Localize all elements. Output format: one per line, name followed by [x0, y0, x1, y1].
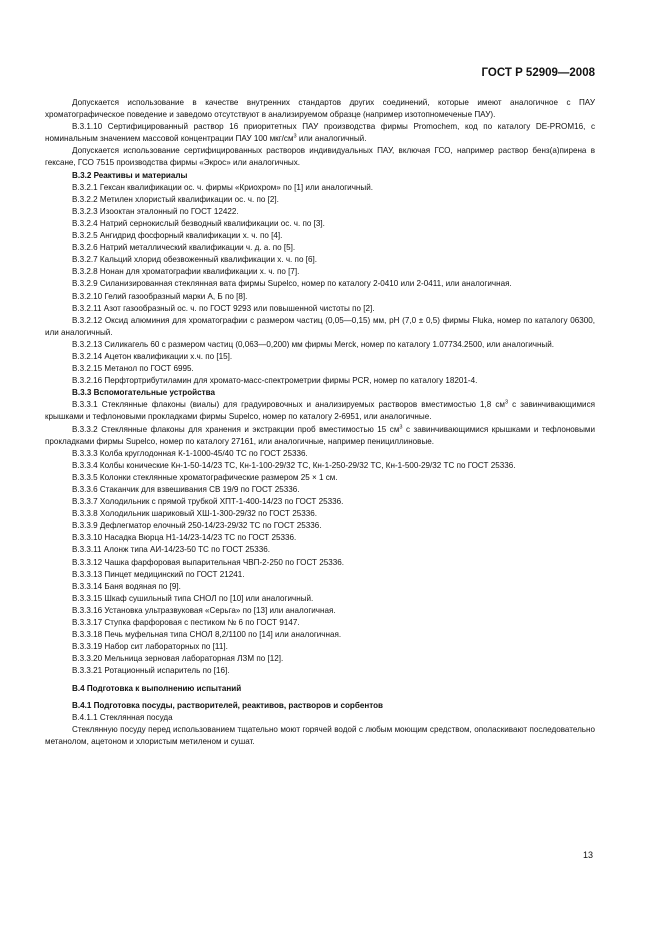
- paragraph: [45, 641, 595, 653]
- paragraph-text: В.3.3.19 Набор сит лабораторных по [11].: [72, 642, 228, 652]
- paragraph-text: В.3.2.14 Ацетон квалификации х.ч. по [15].: [72, 351, 233, 361]
- paragraph-text: В.3.2 Реактивы и материалы: [72, 170, 188, 180]
- paragraph: [45, 206, 595, 218]
- paragraph: [45, 605, 595, 617]
- paragraph: [45, 291, 595, 303]
- paragraph-text: В.3.2.7 Кальций хлорид обезвоженный квалификации х. ч. по [6].: [72, 255, 317, 265]
- paragraph-text: В.3.1.10 Сертифицированный раствор 16 приоритетных ПАУ производства фирмы Promochem, код по каталогу DE-PROM16, с номинальным значением массовой концентрации ПАУ 100 мкг/см: [45, 122, 595, 144]
- paragraph-text: В.4.1 Подготовка посуды, растворителей, реактивов, растворов и сорбентов: [72, 700, 383, 710]
- paragraph-text: В.3.3.17 Ступка фарфоровая с пестиком № 6 по ГОСТ 9147.: [72, 618, 300, 628]
- paragraph-text: В.3.2.4 Натрий сернокислый безводный квалификации ос. ч. по [3].: [72, 218, 325, 228]
- paragraph-text: В.3.2.8 Нонан для хроматографии квалификации х. ч. по [7].: [72, 267, 300, 277]
- paragraph-text: В.3.3.13 Пинцет медицинский по ГОСТ 21241.: [72, 569, 245, 579]
- paragraph-text: В.3.3.8 Холодильник шариковый ХШ-1-300-29/32 по ГОСТ 25336.: [72, 509, 317, 519]
- paragraph: [45, 544, 595, 556]
- paragraph: [45, 496, 595, 508]
- paragraph: [45, 254, 595, 266]
- paragraph-text: В.3.2.6 Натрий металлический квалификации ч. д. а. по [5].: [72, 243, 296, 253]
- paragraph: [45, 448, 595, 460]
- paragraph-text: В.3.2.5 Ангидрид фосфорный квалификации х. ч. по [4].: [72, 231, 283, 241]
- paragraph-text: В.3.3.20 Мельница зерновая лабораторная ЛЗМ по [12].: [72, 654, 284, 664]
- paragraph: [45, 266, 595, 278]
- paragraph: [45, 724, 595, 748]
- paragraph-text: В.3.2.1 Гексан квалификации ос. ч. фирмы «Криохром» по [1] или аналогичный.: [72, 182, 373, 192]
- paragraph-text: В.3.3.12 Чашка фарфоровая выпарительная ЧВП-2-250 по ГОСТ 25336.: [72, 557, 344, 567]
- paragraph: [45, 339, 595, 351]
- section-heading: [45, 683, 595, 695]
- paragraph: [45, 375, 595, 387]
- paragraph-text: В.3.3.1 Стеклянные флаконы (виалы) для градуировочных и анализируемых растворов вместимостью 1,8 см: [72, 400, 505, 410]
- paragraph: [45, 194, 595, 206]
- paragraph: [45, 242, 595, 254]
- paragraph-text: В.3.3.14 Баня водяная по [9].: [72, 581, 181, 591]
- paragraph-text: В.3.3.15 Шкаф сушильный типа СНОЛ по [10] или аналогичный.: [72, 593, 314, 603]
- paragraph: [45, 303, 595, 315]
- paragraph-text: В.3.2.3 Изооктан эталонный по ГОСТ 12422.: [72, 206, 239, 216]
- paragraph: [45, 278, 595, 290]
- paragraph: [45, 145, 595, 169]
- paragraph: [45, 121, 595, 145]
- paragraph: [45, 218, 595, 230]
- document-body: [45, 97, 595, 748]
- section-heading: [45, 387, 595, 399]
- paragraph-text: В.3.3.3 Колба круглодонная К-1-1000-45/40 ТС по ГОСТ 25336.: [72, 448, 308, 458]
- paragraph: [45, 351, 595, 363]
- paragraph-text: В.3.2.12 Оксид алюминия для хроматографии с размером частиц (0,05—0,15) мм, pH (7,0 ± 0,5) фирмы Fluka, номер по каталогу 06300, или аналогичный.: [45, 315, 595, 337]
- paragraph-text: В.3.3.2 Стеклянные флаконы для хранения и экстракции проб вместимостью 15 см: [72, 424, 400, 434]
- paragraph-text: В.3.3.16 Установка ультразвуковая «Серьга» по [13] или аналогичная.: [72, 605, 336, 615]
- paragraph-text: В.4.1.1 Стеклянная посуда: [72, 712, 173, 722]
- paragraph-text: В.3.3.5 Колонки стеклянные хроматографические размером 25 × 1 см.: [72, 472, 338, 482]
- paragraph: [45, 424, 595, 448]
- page-number: 13: [582, 850, 593, 860]
- paragraph-text: Стеклянную посуду перед использованием тщательно моют горячей водой с любым моющим средством, ополаскивают последовательно метанолом, ацетоном и хлористым метиленом и сушат.: [45, 724, 595, 746]
- paragraph: [45, 182, 595, 194]
- paragraph: [45, 472, 595, 484]
- paragraph-text: В.3.2.10 Гелий газообразный марки А, Б по [8].: [72, 291, 248, 301]
- paragraph-text: Допускается использование в качестве внутренних стандартов других соединений, которые имеют аналогичное с ПАУ хроматографическое поведение и заведомо отсутствуют в анализируемом образце (например изотопномеченые ПАУ).: [45, 98, 595, 120]
- section-heading: [45, 170, 595, 182]
- paragraph-text: В.3.2.2 Метилен хлористый квалификации ос. ч. по [2].: [72, 194, 279, 204]
- paragraph: [45, 569, 595, 581]
- paragraph-text: Допускается использование сертифицированных растворов индивидуальных ПАУ, включая ГСО, например раствор бенз(а)пирена в гексане, ГСО 7515 производства фирмы «Экрос» или аналогичных.: [45, 146, 595, 168]
- paragraph: [45, 653, 595, 665]
- section-heading: [45, 700, 595, 712]
- unit-superscript: 3: [293, 133, 297, 140]
- paragraph: [45, 712, 595, 724]
- paragraph-text: В.3.3.7 Холодильник с прямой трубкой ХПТ-1-400-14/23 по ГОСТ 25336.: [72, 497, 344, 507]
- paragraph-text-continued: или аналогичный.: [296, 134, 367, 144]
- paragraph: [45, 617, 595, 629]
- paragraph-text: В.3.2.11 Азот газообразный ос. ч. по ГОСТ 9293 или повышенной чистоты по [2].: [72, 303, 375, 313]
- paragraph-text-continued: с завинчивающимися крышками и тефлоновыми прокладками фирмы Supelco, номер по каталогу 27161, или аналогичные, например пенициллиновые.: [45, 424, 595, 446]
- paragraph-text: В.3.3.10 Насадка Вюрца Н1-14/23-14/23 ТС по ГОСТ 25336.: [72, 533, 297, 543]
- paragraph-text: В.3.3.11 Алонж типа АИ-14/23-50 ТС по ГОСТ 25336.: [72, 545, 271, 555]
- paragraph: [45, 363, 595, 375]
- paragraph-text: В.3.2.9 Силанизированная стеклянная вата фирмы Supelco, номер по каталогу 2-0410 или 2-0411, или аналогичная.: [72, 279, 512, 289]
- paragraph-text: В.3.3.4 Колбы конические Кн-1-50-14/23 ТС, Кн-1-100-29/32 ТС, Кн-1-250-29/32 ТС, Кн-1-500-29/32 ТС по ГОСТ 25336.: [72, 460, 516, 470]
- paragraph: [45, 593, 595, 605]
- paragraph: [45, 665, 595, 677]
- paragraph: [45, 520, 595, 532]
- paragraph: [45, 399, 595, 423]
- paragraph: [45, 557, 595, 569]
- paragraph-text: В.3.2.16 Перфтортрибутиламин для хромато-масс-спектрометрии фирмы PCR, номер по каталогу 18201-4.: [72, 376, 478, 386]
- unit-superscript: 3: [399, 423, 403, 430]
- unit-superscript: 3: [504, 399, 509, 406]
- paragraph-text: В.4 Подготовка к выполнению испытаний: [72, 683, 242, 693]
- paragraph-text: В.3.3.21 Ротационный испаритель по [16].: [72, 666, 230, 676]
- paragraph-text: В.3.3.18 Печь муфельная типа СНОЛ 8,2/1100 по [14] или аналогичная.: [72, 630, 342, 640]
- paragraph: [45, 315, 595, 339]
- paragraph: [45, 508, 595, 520]
- paragraph-text-continued: с завинчивающимися крышками и тефлоновыми прокладками фирмы Supelco, номер по каталогу 2-6951, или аналогичные.: [45, 400, 595, 422]
- paragraph: [45, 581, 595, 593]
- paragraph: [45, 629, 595, 641]
- paragraph-text: В.3.2.15 Метанол по ГОСТ 6995.: [72, 364, 194, 374]
- paragraph: [45, 484, 595, 496]
- paragraph-text: В.3.3.6 Стаканчик для взвешивания СВ 19/9 по ГОСТ 25336.: [72, 485, 300, 494]
- paragraph-text: В.3.3.9 Дефлегматор елочный 250-14/23-29/32 ТС по ГОСТ 25336.: [72, 521, 322, 531]
- paragraph-text: В.3.3 Вспомогательные устройства: [72, 388, 215, 398]
- paragraph: [45, 97, 595, 121]
- paragraph: [45, 460, 595, 472]
- paragraph: [45, 230, 595, 242]
- paragraph: [45, 532, 595, 544]
- paragraph-text: В.3.2.13 Силикагель 60 с размером частиц (0,063—0,200) мм фирмы Merck, номер по каталогу 1.07734.2500, или аналогичный.: [72, 339, 555, 349]
- document-header: ГОСТ Р 52909—2008: [481, 67, 595, 79]
